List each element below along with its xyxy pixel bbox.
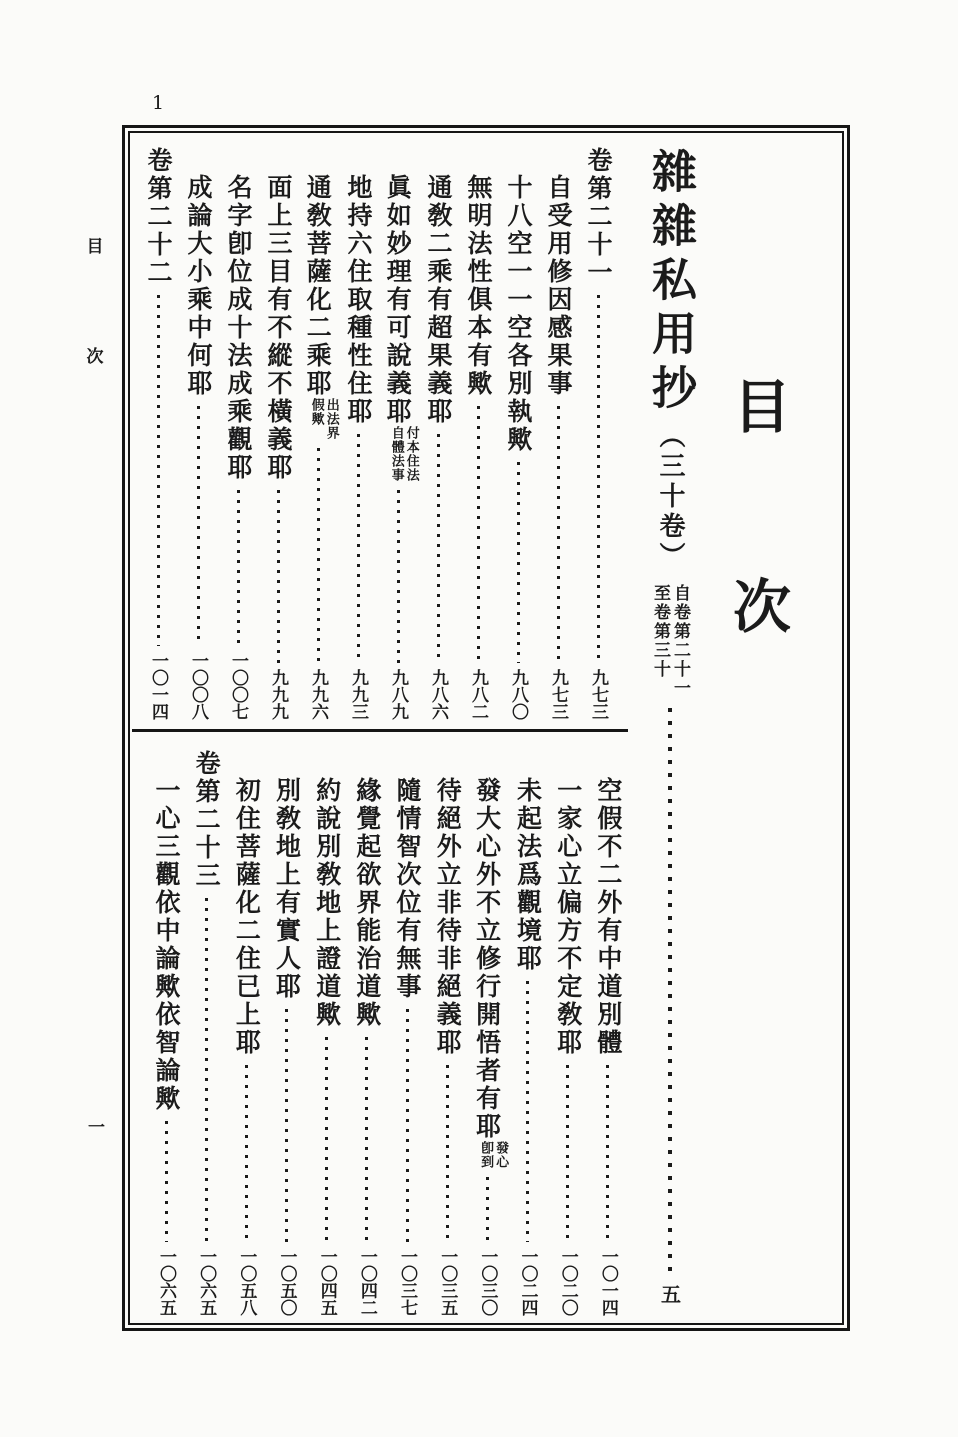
toc-entry-note-line: 付本住法 <box>403 426 419 482</box>
toc-entry-page: 一〇二四 <box>517 1248 538 1316</box>
toc-entry-title: 一心三觀依中論歟依智論歟 <box>152 777 181 1113</box>
toc-entry-page: 一〇三五 <box>437 1248 458 1316</box>
toc-entry-page: 九八九 <box>388 669 408 720</box>
toc-entry <box>427 750 467 1318</box>
dotted-leader <box>165 1121 168 1242</box>
toc-entry-title: 待絕外立非待非絕義耶 <box>433 777 463 1057</box>
dotted-leader <box>237 490 240 646</box>
toc-entry-page: 一〇一四 <box>597 1248 618 1316</box>
toc-entry-page: 一〇〇八 <box>188 652 208 720</box>
dotted-leader <box>566 1065 569 1242</box>
folio-number: 1 <box>152 92 165 114</box>
dotted-leader <box>406 1009 409 1242</box>
toc-entry-title: 一家心立偏方不定敎耶 <box>553 777 583 1057</box>
toc-volume-header <box>578 147 618 722</box>
toc-entry-page: 一〇五八 <box>236 1248 257 1316</box>
toc-entry-title: 卷第二十三 <box>192 750 222 890</box>
toc-entry <box>298 147 338 722</box>
toc-entry <box>307 750 347 1318</box>
toc-entry <box>226 750 266 1318</box>
toc-entry-note <box>478 1141 508 1169</box>
dotted-leader <box>477 406 480 663</box>
toc-entry-page: 一〇四二 <box>356 1248 377 1316</box>
dotted-leader <box>517 462 520 663</box>
toc-entry-page: 一〇三〇 <box>477 1248 498 1316</box>
dotted-leader <box>325 1037 328 1242</box>
toc-volume-header <box>186 750 226 1318</box>
toc-entry <box>218 147 258 722</box>
contents-heading <box>726 360 798 644</box>
toc-entry-title: 眞如妙理有可說義耶 付本住法 自體法事 <box>383 174 419 482</box>
toc-entry-title: 緣覺起欲界能治道歟 <box>352 777 382 1029</box>
toc-entry-page: 一〇六五 <box>156 1248 176 1316</box>
dotted-leader <box>526 981 529 1242</box>
toc-entry-title: 未起法爲觀境耶 <box>513 777 543 973</box>
toc-entry-title: 發大心外不立修行開悟者有耶 發心 卽到 <box>472 777 509 1169</box>
toc-entry <box>347 750 387 1318</box>
volume-count-note: （三十卷） <box>655 422 685 572</box>
toc-entry-title: 卷第二十一 <box>584 147 613 287</box>
toc-entry-page: 九九九 <box>268 669 288 720</box>
section-divider <box>132 729 628 732</box>
toc-entry-title: 地持六住取種性住耶 <box>344 174 373 426</box>
toc-entry-page: 九九三 <box>348 669 368 720</box>
toc-entry-note <box>389 426 419 482</box>
toc-section-lower <box>146 750 628 1318</box>
contents-heading-char-1: 目 <box>732 373 791 441</box>
dotted-leader <box>606 1065 609 1242</box>
toc-entry-title: 名字卽位成十法成乘觀耶 <box>224 174 253 482</box>
dotted-leader <box>277 490 280 663</box>
dotted-leader <box>486 1177 489 1242</box>
toc-entry-page: 一〇一四 <box>148 652 168 720</box>
toc-entry <box>178 147 218 722</box>
toc-entry-title: 初住菩薩化二住已上耶 <box>232 777 262 1057</box>
toc-entry-title: 別敎地上有實人耶 <box>272 777 302 1001</box>
toc-entry <box>387 750 427 1318</box>
toc-entry-page: 九八二 <box>468 669 488 720</box>
toc-entry-note <box>309 398 339 440</box>
book-title-page-number: 五 <box>657 1284 682 1304</box>
dotted-leader <box>365 1037 368 1242</box>
dotted-leader <box>597 295 600 663</box>
dotted-leader <box>317 448 320 663</box>
toc-entry <box>458 147 498 722</box>
dotted-leader <box>197 406 200 646</box>
toc-entry-page: 九八〇 <box>508 669 528 720</box>
toc-entry-page: 一〇二〇 <box>557 1248 578 1316</box>
toc-entry-page: 九八六 <box>428 669 448 720</box>
toc-entry <box>538 147 578 722</box>
toc-entry-note-line: 出法界 <box>323 398 339 440</box>
toc-entry-title: 成論大小乘中何耶 <box>184 174 213 398</box>
toc-entry <box>548 750 588 1318</box>
toc-entry-page: 九七三 <box>588 669 608 720</box>
toc-entry-page: 九九六 <box>308 669 328 720</box>
toc-entry <box>258 147 298 722</box>
toc-entry <box>146 750 186 1318</box>
margin-heading-char-1: 目 <box>86 237 104 257</box>
toc-entry-title: 卷第二十二 <box>144 147 173 287</box>
margin-sheet-number: 一 <box>88 1118 105 1138</box>
toc-entry-page: 一〇六五 <box>196 1248 217 1316</box>
toc-entry-title: 通敎二乘有超果義耶 <box>424 174 453 426</box>
dotted-leader <box>285 1009 288 1242</box>
toc-entry-title: 通敎菩薩化二乘耶 出法界 假歟 <box>303 174 339 440</box>
dotted-leader <box>205 898 208 1242</box>
margin-heading-char-2: 次 <box>86 347 104 367</box>
toc-entry <box>267 750 307 1318</box>
volume-range-from: 自卷第二十一 <box>670 584 690 698</box>
toc-entry-note-line: 自體法事 <box>388 426 404 482</box>
toc-entry-title: 隨情智次位有無事 <box>393 777 423 1001</box>
toc-volume-header <box>138 147 178 722</box>
toc-entry-note-line: 卽到 <box>478 1141 494 1169</box>
toc-entry-note-line: 發心 <box>493 1141 509 1169</box>
toc-entry-page: 一〇五〇 <box>276 1248 297 1316</box>
toc-entry <box>418 147 458 722</box>
contents-heading-char-2: 次 <box>732 573 791 641</box>
toc-entry <box>338 147 378 722</box>
toc-entry-page: 一〇〇七 <box>228 652 248 720</box>
toc-entry-page: 一〇三七 <box>397 1248 418 1316</box>
dotted-leader <box>245 1065 248 1242</box>
dotted-leader <box>357 434 360 663</box>
volume-range-note <box>650 584 690 698</box>
toc-entry-title: 十八空一一空各別執歟 <box>504 174 533 454</box>
toc-entry-note-line: 假歟 <box>308 398 324 426</box>
toc-entry-title: 自受用修因感果事 <box>544 174 573 398</box>
toc-entry-page: 一〇四五 <box>316 1248 337 1316</box>
toc-section-upper <box>140 147 618 722</box>
toc-entry <box>588 750 628 1318</box>
toc-entry <box>508 750 548 1318</box>
toc-entry <box>498 147 538 722</box>
toc-entry <box>467 750 507 1318</box>
dotted-leader <box>437 434 440 663</box>
dotted-leader <box>446 1065 449 1242</box>
toc-entry-title: 空假不二外有中道別體 <box>593 777 623 1057</box>
dotted-leader <box>157 295 160 646</box>
toc-entry-title: 面上三目有不縱不橫義耶 <box>264 174 293 482</box>
dotted-leader <box>557 406 560 663</box>
dotted-leader <box>397 490 400 663</box>
book-title: 雜雜私用抄 <box>644 148 697 418</box>
toc-entry-title: 無明法性俱本有歟 <box>464 174 493 398</box>
toc-entry <box>378 147 418 722</box>
volume-range-to: 至卷第三十 <box>650 584 670 679</box>
dotted-leader <box>668 708 672 1278</box>
toc-entry-title: 約說別敎地上證道歟 <box>312 777 342 1029</box>
toc-entry-page: 九七三 <box>548 669 568 720</box>
book-title-entry <box>638 148 702 1306</box>
